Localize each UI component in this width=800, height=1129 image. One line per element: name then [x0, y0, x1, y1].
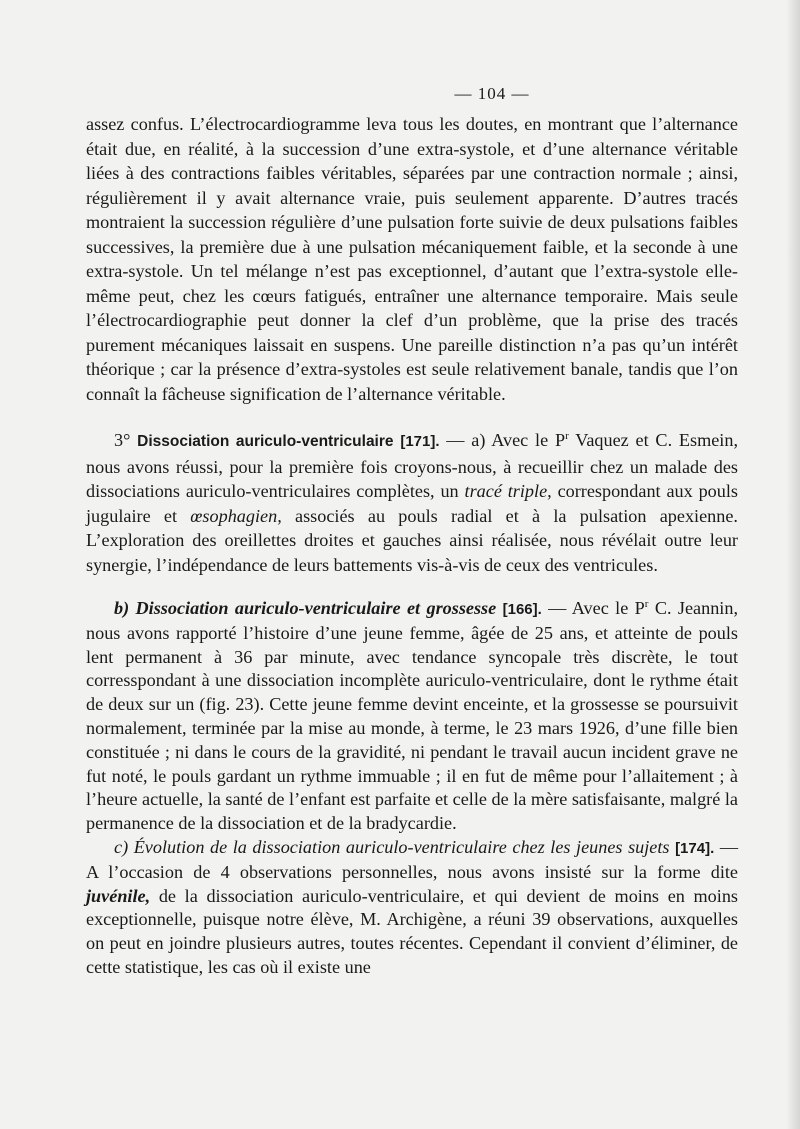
section3-text-c: correspondant aux pouls jugulaire et	[86, 481, 738, 526]
paragraph-grossesse	[86, 597, 738, 836]
page-number: — 104 —	[454, 84, 530, 103]
paragraph-dissociation-3	[86, 428, 738, 577]
section3-text-b: Vaquez et C. Esmein, nous avons réussi, pour la première fois croyons-nous, à recueillir chez un malade des dissociations auriculo-ventriculaires complètes, un	[86, 430, 739, 501]
section3-text-a: — a) Avec le P	[439, 430, 566, 450]
subsection-c-text-b: de la dissociation auriculo-ventriculaire, et qui devient de moins en moins exceptionnelle, puisque notre élève, M. Archigène, a réuni 39 observations, auxquelles on peut en joindre plusieurs autres, toutes récentes. Cependant il convient d’éliminer, de cette statistique, les cas où il existe une	[86, 885, 738, 977]
subsection-b-text-b: C. Jeannin, nous avons rapporté l’histoire d’une jeune femme, âgée de 25 ans, et atteinte de pouls lent permanent à 36 par minute, avec tendance syncopale très discrète, le tout corresspondant à une dissociation incomplète auriculo-ventriculaire, dont le rythme était de deux sur un (fig. 23). Cette jeune femme devint enceinte, et la grossesse se poursuivit normalement, terminée par la mise au monde, à terme, le 23 mars 1926, d’une fille bien constituée ; ni dans le cours de la gravidité, ni pendant le travail aucun incident grave ne fut noté, le pouls gardant un rythme immuable ; il en fut de même pour l’allaitement ; à l’heure actuelle, la santé de l’enfant est parfaite et celle de la mère satisfaisante, malgré la permanence de la dissociation et de la bradycardie.	[86, 598, 738, 834]
section-title: Dissociation auriculo-ventriculaire	[137, 433, 394, 450]
section3-italic-triple: tracé triple,	[464, 481, 552, 501]
subsection-c-italic-juvenile: juvénile,	[86, 885, 151, 906]
subsection-c-label: c) Évolution de la dissociation auriculo-ventriculaire chez les jeunes sujets	[114, 836, 670, 857]
section-ref: [171].	[400, 433, 440, 450]
subsection-b-ref: [166].	[502, 601, 542, 618]
paragraph-jeunes-sujets	[86, 836, 738, 980]
subsection-b-text-a: — Avec le P	[541, 598, 645, 618]
section3-sup: r	[565, 429, 569, 442]
subsection-b-sup: r	[644, 597, 649, 610]
section-number: 3°	[114, 430, 131, 450]
section3-italic-oesophagien: œsophagien,	[190, 505, 282, 526]
paragraph-alternance: assez confus. L’électrocardiogramme leva tous les doutes, en montrant que l’alternance était due, en réalité, à la succession d’une extra-systole, et d’une alternance véritable liées à des contractions faibles véritables, séparées par une contraction normale ; ainsi, régulièrement il y avait alternance vraie, puis seulement apparente. D’autres tracés montraient la succession régulière d’une pulsation forte suivie de deux pulsations faibles successives, la première due à une pulsation mécaniquement faible, et la seconde à une extra-systole. Un tel mélange n’est pas exceptionnel, d’autant que l’extra-systole elle-même peut, chez les cœurs fatigués, entraîner une alternance temporaire. Mais seule l’électrocardiographie peut donner la clef d’un problème, que la prise des tracés purement mécaniques laissait en suspens. Une pareille distinction n’a pas qu’un intérêt théorique ; car la présence d’extra-systoles est seule relativement banale, tandis que l’on connaît la fâcheuse signification de l’alternance véritable.	[86, 114, 738, 404]
subsection-b-label: b) Dissociation auriculo-ventriculaire et grossesse	[114, 598, 497, 618]
subsection-c-text-a: — A l’occasion de 4 observations personnelles, nous avons insisté sur la forme dite	[86, 836, 738, 882]
document-page	[86, 84, 738, 980]
subsection-c-ref: [174].	[675, 839, 715, 857]
section3-text-d: associés au pouls radial et à la pulsation apexienne. L’exploration des oreillettes droites et gauches ainsi réalisée, nous révélait outre leur synergie, l’indépendance de leurs battements vis-à-vis de ceux des ventricules.	[86, 505, 738, 575]
scan-edge-shadow	[786, 0, 800, 1129]
